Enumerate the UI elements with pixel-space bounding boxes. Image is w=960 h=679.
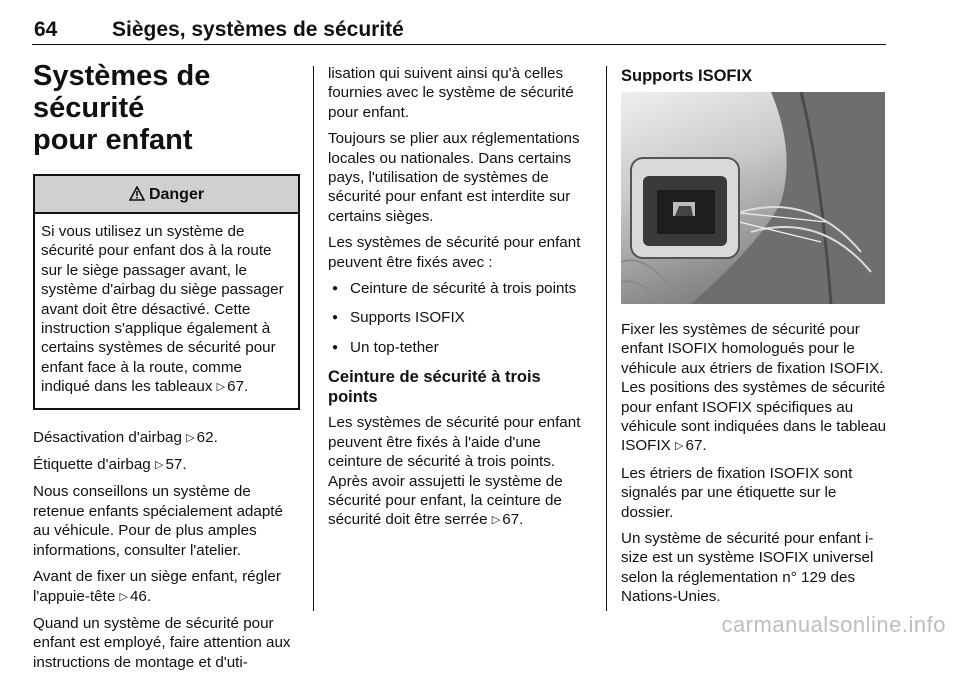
paragraph: lisation qui suivent ainsi qu'à celles fournies avec le système de sécurité pour enfant. xyxy=(328,65,574,121)
list-item: ● Ceinture de sécurité à trois points xyxy=(328,279,590,298)
warning-triangle-icon xyxy=(129,176,145,212)
page-header xyxy=(32,14,886,45)
paragraph: Avant de fixer un siège enfant, régler l'appuie-tête ▷ 46. xyxy=(33,567,300,607)
paragraph: Fixer les systèmes de sécurité pour enfant ISOFIX homologués pour le véhicule aux étriers de fixation ISOFIX. Les positions des systèmes de sécurité pour enfant ISOFIX spécifiques au véhicule sont indiquées dans le tableau ISOFIX ▷ 67. xyxy=(621,320,887,457)
paragraph: Un système de sécurité pour enfant i-size est un système ISOFIX universel selon la réglementation n° 129 des Nations-Unies. xyxy=(621,530,874,606)
watermark: carmanualsonline.info xyxy=(721,612,946,637)
danger-text: Si vous utilisez un système de sécurité pour enfant dos à la route sur le siège passager avant, le système d'airbag du siège passager avant doit être désactivé. Cette instruction s'applique également à certains systèmes de sécurité pour enfant face à la route, comme indiqué dans les tableaux ▷ 67. xyxy=(35,214,298,408)
paragraph: Quand un système de sécurité pour enfant est employé, faire attention aux instructions de montage et d'uti- xyxy=(33,614,291,671)
page-ref-arrow-icon: ▷ xyxy=(186,431,195,444)
section-title: Systèmes de sécurité pour enfant xyxy=(33,60,211,156)
attachment-list xyxy=(328,279,590,357)
page-ref-arrow-icon: ▷ xyxy=(154,459,164,472)
paragraph: Étiquette d'airbag ▷ 57. xyxy=(33,455,300,475)
page-reference[interactable]: 67. xyxy=(227,378,249,396)
isofix-photo xyxy=(621,92,885,304)
page-reference[interactable]: 57. xyxy=(165,456,187,474)
page-number: 64 xyxy=(34,18,58,41)
paragraph: Les systèmes de sécurité pour enfant peuvent être fixés avec : xyxy=(328,234,581,271)
column-2 xyxy=(328,64,590,538)
page-reference[interactable]: 46. xyxy=(129,587,152,605)
page-ref-arrow-icon: ▷ xyxy=(216,381,226,394)
danger-box xyxy=(33,174,300,410)
column-divider xyxy=(313,66,314,611)
danger-heading: Danger xyxy=(35,176,298,214)
page-ref-arrow-icon: ▷ xyxy=(491,514,501,527)
paragraph: Toujours se plier aux réglementations locales ou nationales. Dans certains pays, l'utilisation de systèmes de sécurité pour enfant est interdite sur certains sièges. xyxy=(328,130,580,225)
column-3 xyxy=(621,64,887,614)
page-ref-arrow-icon: ▷ xyxy=(119,590,128,603)
subheading: Ceinture de sécurité à trois points xyxy=(328,368,541,407)
page-reference[interactable]: 67. xyxy=(685,437,707,455)
paragraph: Désactivation d'airbag ▷ 62. xyxy=(33,428,300,448)
column-1 xyxy=(33,56,300,679)
column-divider xyxy=(606,66,607,611)
paragraph: Nous conseillons un système de retenue enfants spécialement adapté au véhicule. Pour de plus amples informations, consulter l'atelier. xyxy=(33,483,283,559)
paragraph: Les systèmes de sécurité pour enfant peuvent être fixés à l'aide d'une ceinture de sécurité à trois points. Après avoir assujetti le système de sécurité pour enfant, la ceinture de sécurité doit être serrée ▷ 67. xyxy=(328,413,590,530)
list-item: ● Supports ISOFIX xyxy=(328,308,590,327)
subheading: Supports ISOFIX xyxy=(621,67,753,85)
list-item: ● Un top-tether xyxy=(328,338,590,357)
page-ref-arrow-icon: ▷ xyxy=(675,440,684,453)
page-reference[interactable]: 67. xyxy=(502,511,524,529)
page-reference[interactable]: 62. xyxy=(196,428,218,446)
running-title: Sièges, systèmes de sécurité xyxy=(112,18,404,41)
paragraph: Les étriers de fixation ISOFIX sont signalés par une étiquette sur le dossier. xyxy=(621,464,853,521)
